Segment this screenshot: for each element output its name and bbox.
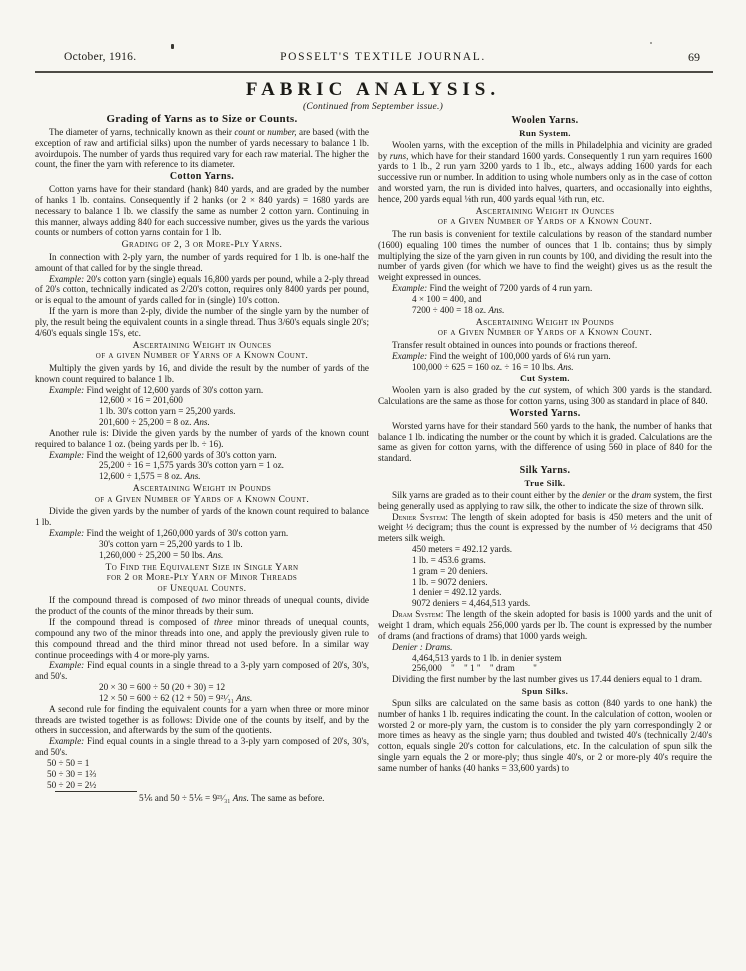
paragraph: If the yarn is more than 2-ply, divide the number of the single yarn by the number of ply, the result being the equivalent counts in a single thread. Thus 3/60's equals single 20's; 4/60's equals single 15's, etc. <box>35 306 370 338</box>
sub-heading: True Silk. <box>524 478 566 488</box>
right-column <box>378 114 712 774</box>
paragraph: Denier : Drams. <box>392 641 453 652</box>
formula-line: 1 lb. 30's cotton yarn = 25,200 yards. <box>99 406 236 417</box>
paragraph: The diameter of yarns, technically known as their count or number, are based (with the exception of raw and artificial silks) upon the number of yards necessary to balance 1 lb. avoirdupois. The number of yards thus required vary for each raw material. The higher the count, the finer the yarn with reference to its diameter. <box>35 126 369 170</box>
sub-heading: Cut System. <box>520 373 570 384</box>
formula-line: 7200 ÷ 400 = 18 oz. Ans. <box>412 304 505 315</box>
paragraph: Multiply the given yards by 16, and divide the result by the number of yards of the known count required to balance 1 lb. <box>35 362 369 384</box>
paragraph: Example: Find equal counts in a single thread to a 3-ply yarn composed of 20's, 30's, and 50's. <box>35 660 369 682</box>
paragraph: Example: Find the weight of 12,600 yards of 30's cotton yarn. <box>49 449 277 460</box>
smallcaps-heading: Ascertaining Weight in Ounces of a Given Number of Yards of a Known Count. <box>437 205 653 228</box>
formula-line: 12 × 50 = 600 ÷ 62 (12 + 50) = 9²¹⁄₃₁ Ans. <box>99 692 253 703</box>
issue-date: October, 1916. <box>64 51 137 63</box>
left-column <box>35 114 369 804</box>
smallcaps-heading: Ascertaining Weight in Ounces of a given Number of Yarns of a Known Count. <box>95 339 309 362</box>
paragraph: In connection with 2-ply yarn, the number of yards required for 1 lb. is one-half the amount of that called for by the single thread. <box>35 251 369 273</box>
smallcaps-heading: Ascertaining Weight in Pounds of a Given Number of Yards of a Known Count. <box>94 483 310 505</box>
formula-line: 1,260,000 ÷ 25,200 = 50 lbs. Ans. <box>99 549 224 560</box>
paragraph: Woolen yarn is also graded by the cut system, of which 300 yards is the standard. Calculations are the same as those for cotton yarns, using 300 as standard in place of 840. <box>378 385 712 407</box>
section-heading: Silk Yarns. <box>519 465 571 477</box>
formula-line: 30's cotton yarn = 25,200 yards to 1 lb. <box>99 538 243 549</box>
formula-line: 50 ÷ 20 = 2½ <box>47 779 97 790</box>
section-heading: Grading of Yarns as to Size or Counts. <box>106 113 298 125</box>
formula-line: 20 × 30 = 600 ÷ 50 (20 + 30) = 12 <box>99 682 226 693</box>
section-heading: Woolen Yarns. <box>511 115 579 126</box>
paragraph: Example: Find the weight of 100,000 yards of 6¼ run yarn. <box>392 350 611 361</box>
paragraph: Cotton yarns have for their standard (hank) 840 yards, and are graded by the number of hanks 1 lb. contains. Consequently if 2 hanks (or 2 × 840 yards) = 1680 yards are necessary to balance 1 lb. we classify the same as number 2 cotton yarn. Continuing in this manner, always adding 840 for each successive number, gives us the yards the various counts or numbers of cotton yarns contain for 1 lb. <box>35 184 369 238</box>
article-subtitle: (Continued from September issue.) <box>302 101 443 112</box>
paragraph: Dram System: The length of the skein adopted for basis is 1000 yards and the unit of weight 1 dram, which equals 256,000 yards per lb. The count is expressed by the number of drams (and fractions of drams) that 1000 yards weigh. <box>378 609 713 641</box>
scan-speck <box>650 42 652 44</box>
formula-line: 201,600 ÷ 25,200 = 8 oz. Ans. <box>99 417 210 428</box>
paragraph: Worsted yarns have for their standard 560 yards to the hank, the number of hanks that balance 1 lb. indicating the number or the count by which it is graded. Calculations are the same as given for cotton yarns, with the difference of using 560 in place of 840 for the standard. <box>378 420 712 464</box>
section-heading: Cotton Yarns. <box>169 171 235 183</box>
paragraph: Transfer result obtained in ounces into pounds or fractions thereof. <box>392 339 638 350</box>
sub-heading: Spun Silks. <box>521 686 569 697</box>
header-rule <box>35 71 713 73</box>
formula-line: 50 ÷ 50 = 1 <box>47 757 90 768</box>
paragraph: Another rule is: Divide the given yards by the number of yards of the known count required to balance 1 oz. (being yards per lb. ÷ 16). <box>35 427 369 449</box>
smallcaps-heading: Grading of 2, 3 or More-Ply Yarns. <box>121 239 283 251</box>
formula-line: 25,200 ÷ 16 = 1,575 yards 30's cotton yarn = 1 oz. <box>99 460 284 471</box>
paragraph: Divide the given yards by the number of yards of the known count required to balance 1 lb. <box>35 506 369 528</box>
journal-title: POSSELT'S TEXTILE JOURNAL. <box>280 51 486 63</box>
paragraph: Example: 20's cotton yarn (single) equals 16,800 yards per pound, while a 2-ply thread of 20's cotton, technically indicated as 2/20's cotton, requires only 8400 yards per pound, or is equal to the amount of yards called for in (single) 10's cotton. <box>35 273 369 306</box>
formula-line: 5⅙ and 50 ÷ 5⅙ = 9²¹⁄₃₁ Ans. The same as before. <box>139 793 325 804</box>
formula-line: 4,464,513 yards to 1 lb. in denier system <box>412 652 562 663</box>
section-heading: Worsted Yarns. <box>509 407 581 419</box>
formula-line: 12,600 ÷ 1,575 = 8 oz. Ans. <box>99 471 201 482</box>
formula-line: 9072 deniers = 4,464,513 yards. <box>412 598 531 609</box>
scan-speck <box>171 44 174 49</box>
formula-line: 1 denier = 492.12 yards. <box>412 587 502 598</box>
formula-line: 450 meters = 492.12 yards. <box>412 544 513 555</box>
formula-line: 1 gram = 20 deniers. <box>412 565 488 576</box>
paragraph: Woolen yarns, with the exception of the mills in Philadelphia and vicinity are graded by runs, which have for their standard 1600 yards. Consequently 1 run yarn requires 1600 yards to 1 lb., 2 run yarn 3200 yards to 1 lb., etc., always adding 1600 yards for each successive run or number. In addition to using whole numbers only as in the case of cotton and worsted yarn, the run is divided into halves, quarters, and occasionally into eighths, hence, 200 yards equal ⅛th run, 400 yards equal ¼th run, etc. <box>378 139 713 204</box>
paragraph: Dividing the first number by the last number gives us 17.44 deniers equal to 1 dram. <box>392 674 703 685</box>
formula-line: 100,000 ÷ 625 = 160 oz. ÷ 16 = 10 lbs. Ans. <box>412 361 574 372</box>
formula-line: 50 ÷ 30 = 1⅔ <box>47 768 97 779</box>
paragraph: If the compound thread is composed of three minor threads of unequal counts, compound any two of the minor threads into one, and apply the previously given rule to this compound thread and the third minor thread not used before. In a similar way continue proceedings with 4 or more-ply yarns. <box>35 616 370 660</box>
formula-line: 256,000 " " 1 " " dram " <box>412 663 537 674</box>
formula-line: 1 lb. = 453.6 grams. <box>412 554 486 565</box>
paragraph: If the compound thread is composed of two minor threads of unequal counts, divide the product of the counts of the minor threads by their sum. <box>35 595 369 617</box>
sum-rule <box>55 791 137 792</box>
page-number: 69 <box>688 50 700 64</box>
paragraph: Example: Find weight of 12,600 yards of 30's cotton yarn. <box>49 384 264 395</box>
paragraph: Spun silks are calculated on the same basis as cotton (840 yards to one hank) the number of hanks 1 lb. requires indicating the count. In the calculation of cotton, woolen or worsted 2 or more-ply yarn, the custom is to consider the ply yarn correspondingly 2 or more times as heavy as the single yarn; thus doubled and twisted 40's (technically 2/40's cotton, equals single 20's cotton for calculations, etc. In the calculation of spun silk the single yarn equals the 2 or more-ply; thus single 40's, or 2 or more-ply 40's require the same number of hanks (40 hanks = 33,600 yards) to <box>378 697 712 773</box>
paragraph: Example: Find equal counts in a single thread to a 3-ply yarn composed of 20's, 30's, and 50's. <box>35 736 369 758</box>
formula-line: 1 lb. = 9072 deniers. <box>412 576 488 587</box>
paragraph: Denier System: The length of skein adopted for basis is 450 meters and the unit of weight ½ decigram; thus the count is expressed by the number of ½ decigrams that 450 meters silk weigh. <box>378 511 713 544</box>
smallcaps-heading: To Find the Equivalent Size in Single Yarn for 2 or More-Ply Yarn of Minor Threads of Unequal Counts. <box>105 561 299 594</box>
paragraph: Silk yarns are graded as to their count either by the denier or the dram system, the first being generally used as applying to raw silk, the other to indicate the size of thrown silk. <box>378 489 712 511</box>
smallcaps-heading: Ascertaining Weight in Pounds of a Given Number of Yards of a Known Count. <box>437 316 653 339</box>
sub-heading: Run System. <box>519 127 571 138</box>
article-title: FABRIC ANALYSIS. <box>245 79 501 100</box>
formula-line: 4 × 100 = 400, and <box>412 294 482 304</box>
paragraph: The run basis is convenient for textile calculations by reason of the standard number (1600) equaling 100 times the number of ounces that 1 lb. contains; thus by simply multiplying the size of the yarn given in run counts by 100, and dividing the result into the number of yards given (for which we have to find the weight) gives us as the result the weight expressed in ounces. <box>378 228 712 283</box>
paragraph: Example: Find the weight of 7200 yards of 4 run yarn. <box>392 283 593 294</box>
formula-line: 12,600 × 16 = 201,600 <box>99 395 183 406</box>
paragraph: A second rule for finding the equivalent counts for a yarn when three or more minor threads are twisted together is as follows: Divide one of the counts by itself, and by the others in succession, and afterwards by the sum of the quotients. <box>35 703 369 736</box>
paragraph: Example: Find the weight of 1,260,000 yards of 30's cotton yarn. <box>49 527 289 538</box>
